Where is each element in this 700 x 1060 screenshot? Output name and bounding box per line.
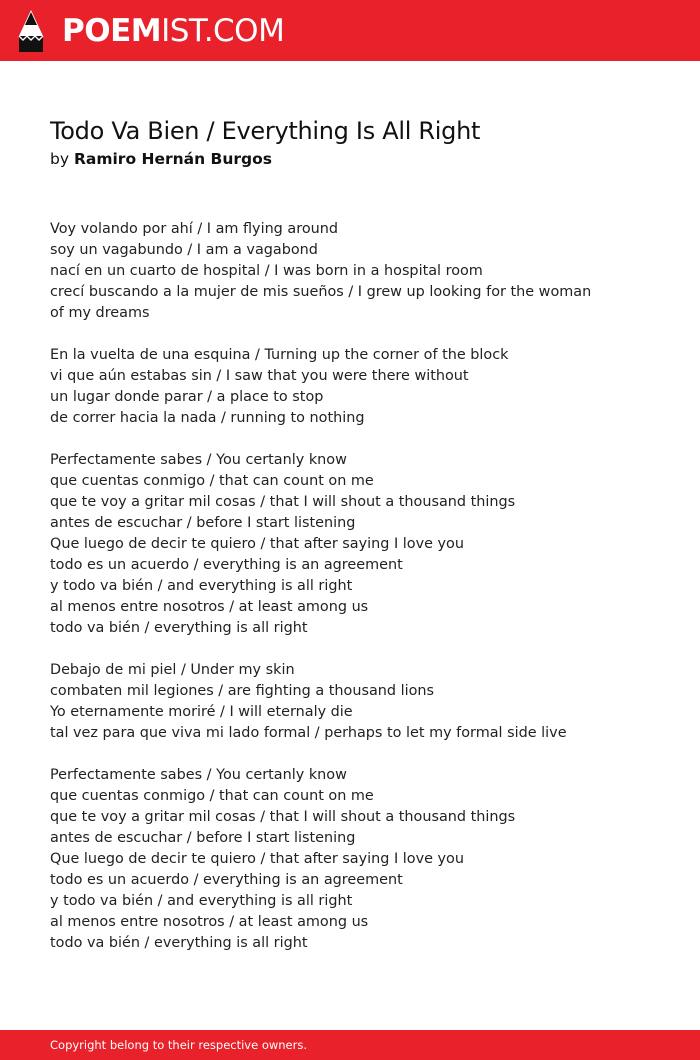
poem-line: que cuentas conmigo / that can count on me: [50, 473, 374, 489]
by-label: by: [50, 150, 70, 168]
poem-line: todo es un acuerdo / everything is an agreement: [50, 557, 403, 573]
poem-line: que te voy a gritar mil cosas / that I will shout a thousand things: [50, 494, 516, 510]
poem-byline: [50, 148, 272, 170]
poem-line: todo va bién / everything is all right: [50, 620, 308, 636]
poem-line: un lugar donde parar / a place to stop: [50, 389, 324, 405]
poem-line: combaten mil legiones / are fighting a thousand lions: [50, 683, 435, 699]
stanza: [50, 345, 660, 429]
poem-body: [50, 219, 660, 975]
poem-line: antes de escuchar / before I start listening: [50, 515, 356, 531]
site-footer: [0, 1030, 700, 1060]
poem-line: nací en un cuarto de hospital / I was born in a hospital room: [50, 263, 483, 279]
poem-line: que cuentas conmigo / that can count on me: [50, 788, 374, 804]
site-header: [0, 0, 700, 61]
poem-line: al menos entre nosotros / at least among us: [50, 599, 369, 615]
logo-bold-text: POEM: [62, 13, 162, 49]
poem-line: vi que aún estabas sin / I saw that you were there without: [50, 368, 469, 384]
logo-light-text: IST.COM: [161, 13, 285, 49]
poem-line: Perfectamente sabes / You certanly know: [50, 767, 347, 783]
poem-line: Que luego de decir te quiero / that after saying I love you: [50, 851, 464, 867]
poem-line: de correr hacia la nada / running to nothing: [50, 410, 365, 426]
poem-line: Perfectamente sabes / You certanly know: [50, 452, 347, 468]
poem-line: Debajo de mi piel / Under my skin: [50, 662, 295, 678]
poem-line: antes de escuchar / before I start listening: [50, 830, 356, 846]
poem-line: y todo va bién / and everything is all right: [50, 578, 353, 594]
poem-line: todo es un acuerdo / everything is an agreement: [50, 872, 403, 888]
poem-line: todo va bién / everything is all right: [50, 935, 308, 951]
poem-title: Todo Va Bien / Everything Is All Right: [50, 117, 481, 145]
stanza: [50, 660, 660, 744]
poem-line: Voy volando por ahí / I am flying around: [50, 221, 338, 237]
poem-author: Ramiro Hernán Burgos: [73, 150, 273, 168]
poem-line: al menos entre nosotros / at least among us: [50, 914, 369, 930]
poem-line: Yo eternamente moriré / I will eternaly die: [50, 704, 353, 720]
poem-line: Que luego de decir te quiero / that after saying I love you: [50, 536, 464, 552]
poem-line: En la vuelta de una esquina / Turning up the corner of the block: [50, 347, 509, 363]
poem-line: of my dreams: [50, 305, 150, 321]
pencil-icon[interactable]: [18, 10, 44, 52]
poem-line: soy un vagabundo / I am a vagabond: [50, 242, 318, 258]
poem-line: y todo va bién / and everything is all right: [50, 893, 353, 909]
stanza: [50, 765, 660, 954]
poem-line: tal vez para que viva mi lado formal / perhaps to let my formal side live: [50, 725, 567, 741]
site-logo[interactable]: [62, 12, 284, 50]
stanza: [50, 450, 660, 639]
copyright-text: Copyright belong to their respective owners.: [50, 1038, 308, 1052]
poem-line: que te voy a gritar mil cosas / that I will shout a thousand things: [50, 809, 516, 825]
stanza: [50, 219, 660, 324]
poem-line: crecí buscando a la mujer de mis sueños / I grew up looking for the woman: [50, 284, 592, 300]
